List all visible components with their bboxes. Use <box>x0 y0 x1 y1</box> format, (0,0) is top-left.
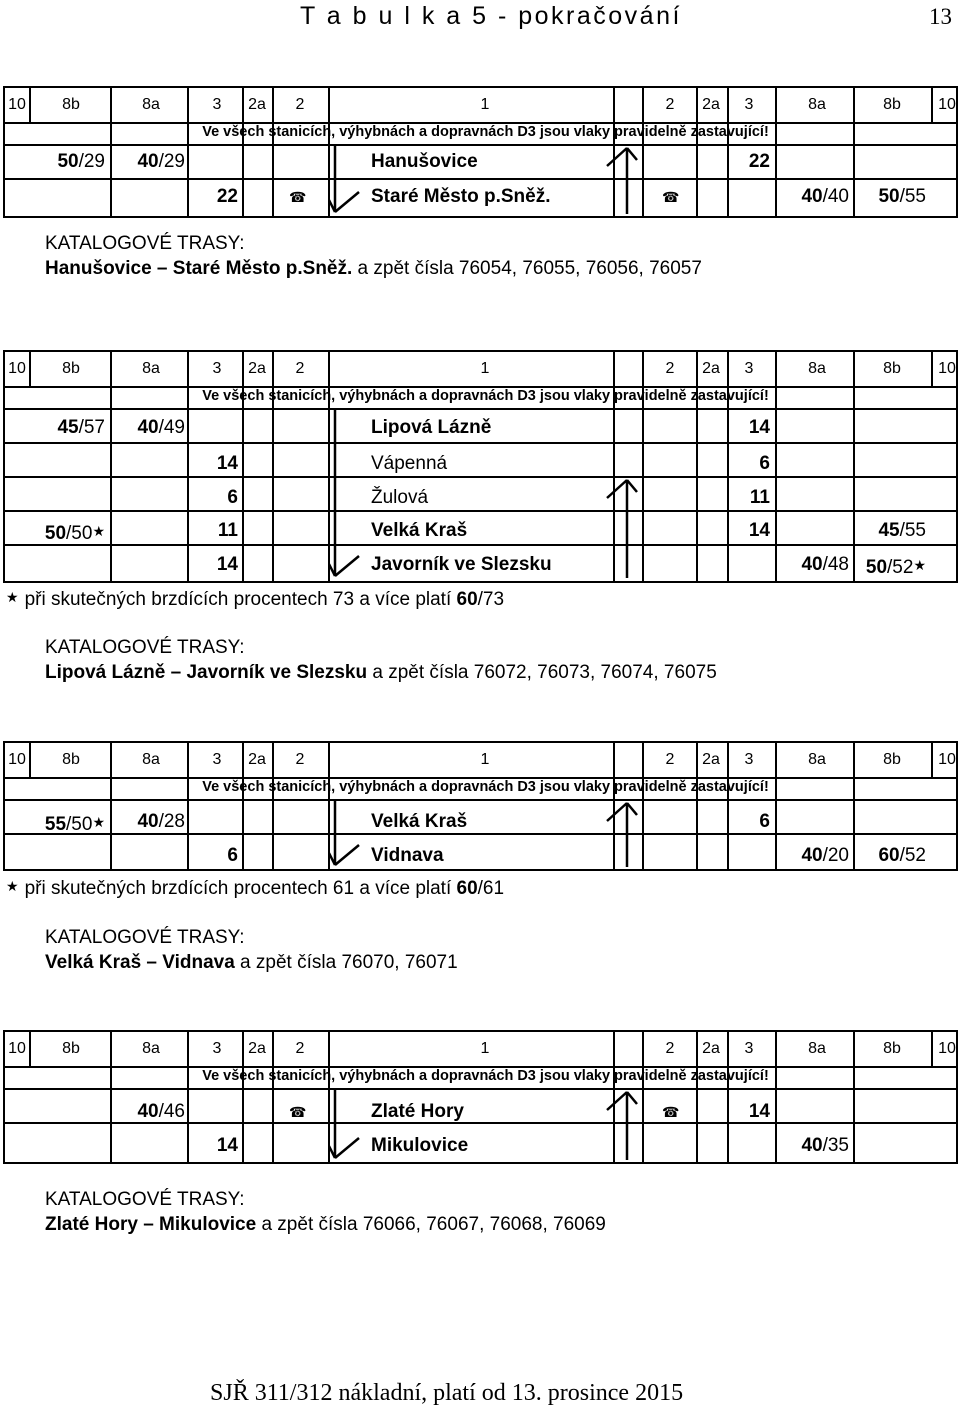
cell-3: 14 <box>216 1135 238 1156</box>
cell-8b: 55/50★ <box>44 814 105 835</box>
column-divider <box>242 88 244 216</box>
cell-r3: 14 <box>748 520 770 541</box>
cell-r8a: 40/35 <box>801 1135 849 1156</box>
star-icon: ★ <box>6 878 19 894</box>
cell-r8b: 45/55 <box>878 520 926 541</box>
column-header-12: 10 <box>938 96 956 113</box>
stopping-note: Ve všech stanicích, výhybnách a dopravnách D3 jsou vlaky pravidelně zastavující! <box>202 1068 769 1084</box>
row-divider <box>5 1088 956 1090</box>
column-header-2: 8a <box>142 751 160 768</box>
cell-3: 6 <box>227 487 238 508</box>
column-header-6: 1 <box>480 360 490 377</box>
station-name: Staré Město p.Sněž. <box>371 186 551 207</box>
value-part: 50 <box>44 523 67 544</box>
column-divider <box>696 1032 698 1162</box>
column-divider <box>187 1032 189 1162</box>
column-header-4: 2a <box>248 751 266 768</box>
column-header-6: 1 <box>480 96 490 113</box>
cell-3: 6 <box>227 845 238 866</box>
column-header-8: 2a <box>702 751 720 768</box>
value-part: 40 <box>801 845 823 866</box>
column-divider <box>242 1032 244 1162</box>
column-divider <box>696 88 698 216</box>
stopping-note: Ve všech stanicích, výhybnách a dopravnách D3 jsou vlaky pravidelně zastavující! <box>202 388 769 404</box>
arrow-down-icon <box>329 410 363 578</box>
column-header-3: 3 <box>212 96 222 113</box>
value-part: 45 <box>57 417 79 438</box>
cell-r3: 6 <box>759 453 770 474</box>
value-part: 40 <box>137 417 159 438</box>
route-numbers: a zpět čísla 76072, 76073, 76074, 76075 <box>367 662 717 683</box>
arrow-up-icon <box>605 1090 639 1160</box>
column-header-3: 3 <box>212 1040 222 1057</box>
column-header-7: 2 <box>665 96 675 113</box>
station-name: Vápenná <box>371 453 448 474</box>
column-header-0: 10 <box>8 96 26 113</box>
column-header-12: 10 <box>938 751 956 768</box>
column-divider <box>272 1032 274 1162</box>
station-name: Velká Kraš <box>371 520 468 541</box>
value-part: 50 <box>57 151 79 172</box>
page-title: T a b u l k a 5 - pokračování <box>300 2 682 30</box>
cell-r3: 22 <box>748 151 770 172</box>
cell-8b: 50/29 <box>57 151 105 172</box>
column-header-6: 1 <box>480 1040 490 1057</box>
station-name: Mikulovice <box>371 1135 469 1156</box>
value-part: 50 <box>878 186 900 207</box>
column-header-5: 2 <box>295 96 305 113</box>
row-divider <box>5 178 956 180</box>
station-name: Hanušovice <box>371 151 478 172</box>
cell-8b: 45/57 <box>57 417 105 438</box>
column-divider <box>29 743 31 777</box>
column-divider <box>642 352 644 581</box>
catalogue-route <box>45 950 458 975</box>
column-header-row <box>5 88 956 124</box>
cell-8b: 50/50★ <box>44 523 105 544</box>
timetable-lipova <box>3 350 958 583</box>
cell-8a: 40/46 <box>137 1101 185 1122</box>
column-divider <box>853 1032 855 1162</box>
cell-8a: 40/29 <box>137 151 185 172</box>
column-divider <box>931 743 933 777</box>
column-header-3: 3 <box>212 360 222 377</box>
cell-3: 14 <box>216 554 238 575</box>
column-header-4: 2a <box>248 360 266 377</box>
column-divider <box>110 88 112 216</box>
column-header-9: 3 <box>744 1040 754 1057</box>
column-header-9: 3 <box>744 96 754 113</box>
column-header-10: 8a <box>808 360 826 377</box>
timetable-zlate-hory <box>3 1030 958 1164</box>
row-divider <box>5 442 956 444</box>
column-header-row <box>5 743 956 779</box>
timetable-hanusovice <box>3 86 958 218</box>
column-divider <box>272 88 274 216</box>
column-divider <box>272 352 274 581</box>
column-divider <box>187 352 189 581</box>
column-header-11: 8b <box>883 96 901 113</box>
column-header-8: 2a <box>702 96 720 113</box>
cell-r8a: 40/40 <box>801 186 849 207</box>
column-header-1: 8b <box>62 96 80 113</box>
route-numbers: a zpět čísla 76054, 76055, 76056, 76057 <box>352 258 702 279</box>
column-divider <box>853 88 855 216</box>
footnote-text: při skutečných brzdících procentech 61 a více platí 60/61 <box>24 878 505 899</box>
arrow-up-icon <box>605 478 639 578</box>
column-header-2: 8a <box>142 96 160 113</box>
column-divider <box>642 743 644 869</box>
value-part: 40 <box>137 811 159 832</box>
column-header-row <box>5 352 956 388</box>
column-header-10: 8a <box>808 1040 826 1057</box>
column-header-7: 2 <box>665 360 675 377</box>
column-divider <box>110 1032 112 1162</box>
cell-r8b: 60/52 <box>878 845 926 866</box>
column-divider <box>29 352 31 386</box>
column-header-12: 10 <box>938 1040 956 1057</box>
row-divider <box>5 408 956 410</box>
column-header-5: 2 <box>295 751 305 768</box>
column-header-2: 8a <box>142 360 160 377</box>
column-divider <box>931 1032 933 1066</box>
column-header-10: 8a <box>808 751 826 768</box>
station-name: Javorník ve Slezsku <box>371 554 552 575</box>
cell-r8b: 50/55 <box>878 186 926 207</box>
route-name: Lipová Lázně – Javorník ve Slezsku <box>45 662 368 683</box>
column-header-5: 2 <box>295 360 305 377</box>
footnote <box>6 875 504 900</box>
column-header-3: 3 <box>212 751 222 768</box>
column-divider <box>853 352 855 581</box>
value-part: 40 <box>137 151 159 172</box>
column-divider <box>696 743 698 869</box>
station-name: Vidnava <box>371 845 444 866</box>
column-header-1: 8b <box>62 1040 80 1057</box>
arrow-down-icon <box>329 801 363 867</box>
column-divider <box>242 743 244 869</box>
cell-r8b: 50/52★ <box>865 557 926 578</box>
star-icon: ★ <box>6 589 19 605</box>
column-divider <box>853 743 855 869</box>
star-icon: ★ <box>92 523 105 539</box>
cell-8a: 40/28 <box>137 811 185 832</box>
column-header-9: 3 <box>744 751 754 768</box>
route-numbers: a zpět čísla 76070, 76071 <box>234 952 458 973</box>
row-divider <box>5 799 956 801</box>
column-divider <box>110 352 112 581</box>
cell-8a: 40/49 <box>137 417 185 438</box>
route-name: Hanušovice – Staré Město p.Sněž. <box>45 258 353 279</box>
cell-3: 22 <box>216 186 238 207</box>
row-divider <box>5 144 956 146</box>
column-header-0: 10 <box>8 1040 26 1057</box>
value-part: 50 <box>865 557 888 578</box>
column-divider <box>775 352 777 581</box>
column-header-8: 2a <box>702 360 720 377</box>
column-header-8: 2a <box>702 1040 720 1057</box>
column-divider <box>931 352 933 386</box>
catalogue-route <box>45 256 702 281</box>
footnote-text: při skutečných brzdících procentech 73 a více platí 60/73 <box>24 589 505 610</box>
catalogue-route <box>45 660 717 685</box>
station-name: Zlaté Hory <box>371 1101 464 1122</box>
arrow-up-icon <box>605 146 639 214</box>
column-divider <box>242 352 244 581</box>
column-header-7: 2 <box>665 1040 675 1057</box>
column-divider <box>727 1032 729 1162</box>
column-divider <box>29 1032 31 1066</box>
row-divider <box>5 544 956 546</box>
column-divider <box>187 743 189 869</box>
station-name: Žulová <box>371 487 429 508</box>
column-divider <box>642 88 644 216</box>
phone-icon: ☎ <box>289 189 307 205</box>
column-header-11: 8b <box>883 1040 901 1057</box>
column-header-1: 8b <box>62 751 80 768</box>
page-number: 13 <box>929 4 952 29</box>
column-header-4: 2a <box>248 1040 266 1057</box>
cell-3: 11 <box>217 520 238 541</box>
column-divider <box>931 88 933 122</box>
column-divider <box>272 743 274 869</box>
catalogue-label: KATALOGOVÉ TRASY: <box>45 637 245 658</box>
route-name: Zlaté Hory – Mikulovice <box>45 1214 257 1235</box>
route-numbers: a zpět čísla 76066, 76067, 76068, 76069 <box>256 1214 606 1235</box>
column-header-7: 2 <box>665 751 675 768</box>
cell-r3: 14 <box>748 1101 770 1122</box>
column-header-9: 3 <box>744 360 754 377</box>
page-footer: SJŘ 311/312 nákladní, platí od 13. prosince 2015 <box>210 1380 684 1406</box>
catalogue-label: KATALOGOVÉ TRASY: <box>45 927 245 948</box>
station-name: Velká Kraš <box>371 811 468 832</box>
column-header-1: 8b <box>62 360 80 377</box>
star-icon: ★ <box>913 557 926 573</box>
cell-r3: 11 <box>749 487 770 508</box>
phone-icon: ☎ <box>662 1104 680 1120</box>
cell-r8a: 40/48 <box>801 554 849 575</box>
column-divider <box>110 743 112 869</box>
cell-3: 14 <box>216 453 238 474</box>
column-divider <box>187 88 189 216</box>
phone-icon: ☎ <box>289 1104 307 1120</box>
column-header-0: 10 <box>8 751 26 768</box>
row-divider <box>5 476 956 478</box>
column-header-11: 8b <box>883 360 901 377</box>
column-divider <box>29 88 31 122</box>
value-part: 45 <box>878 520 900 541</box>
row-divider <box>5 510 956 512</box>
arrow-up-icon <box>605 801 639 867</box>
value-part: 40 <box>137 1101 159 1122</box>
station-name: Lipová Lázně <box>371 417 492 438</box>
catalogue-label: KATALOGOVÉ TRASY: <box>45 233 245 254</box>
stopping-note: Ve všech stanicích, výhybnách a dopravnách D3 jsou vlaky pravidelně zastavující! <box>202 124 769 140</box>
arrow-down-icon <box>329 146 363 214</box>
column-header-6: 1 <box>480 751 490 768</box>
timetable-velka-kras <box>3 741 958 871</box>
column-divider <box>642 1032 644 1162</box>
row-divider <box>5 833 956 835</box>
column-header-4: 2a <box>248 96 266 113</box>
catalogue-route <box>45 1212 606 1237</box>
column-divider <box>727 743 729 869</box>
footnote <box>6 586 504 611</box>
value-part: 40 <box>801 1135 823 1156</box>
phone-icon: ☎ <box>662 189 680 205</box>
arrow-down-icon <box>329 1090 363 1160</box>
cell-r8a: 40/20 <box>801 845 849 866</box>
stopping-note: Ve všech stanicích, výhybnách a dopravnách D3 jsou vlaky pravidelně zastavující! <box>202 779 769 795</box>
column-header-10: 8a <box>808 96 826 113</box>
value-part: 55 <box>44 814 67 835</box>
column-divider <box>696 352 698 581</box>
column-header-row <box>5 1032 956 1068</box>
column-header-11: 8b <box>883 751 901 768</box>
value-part: 40 <box>801 554 823 575</box>
column-header-5: 2 <box>295 1040 305 1057</box>
value-part: 60 <box>878 845 900 866</box>
star-icon: ★ <box>92 814 105 830</box>
catalogue-label: KATALOGOVÉ TRASY: <box>45 1189 245 1210</box>
column-header-0: 10 <box>8 360 26 377</box>
column-header-12: 10 <box>938 360 956 377</box>
cell-r3: 6 <box>759 811 770 832</box>
column-header-2: 8a <box>142 1040 160 1057</box>
cell-r3: 14 <box>748 417 770 438</box>
route-name: Velká Kraš – Vidnava <box>45 952 235 973</box>
value-part: 40 <box>801 186 823 207</box>
